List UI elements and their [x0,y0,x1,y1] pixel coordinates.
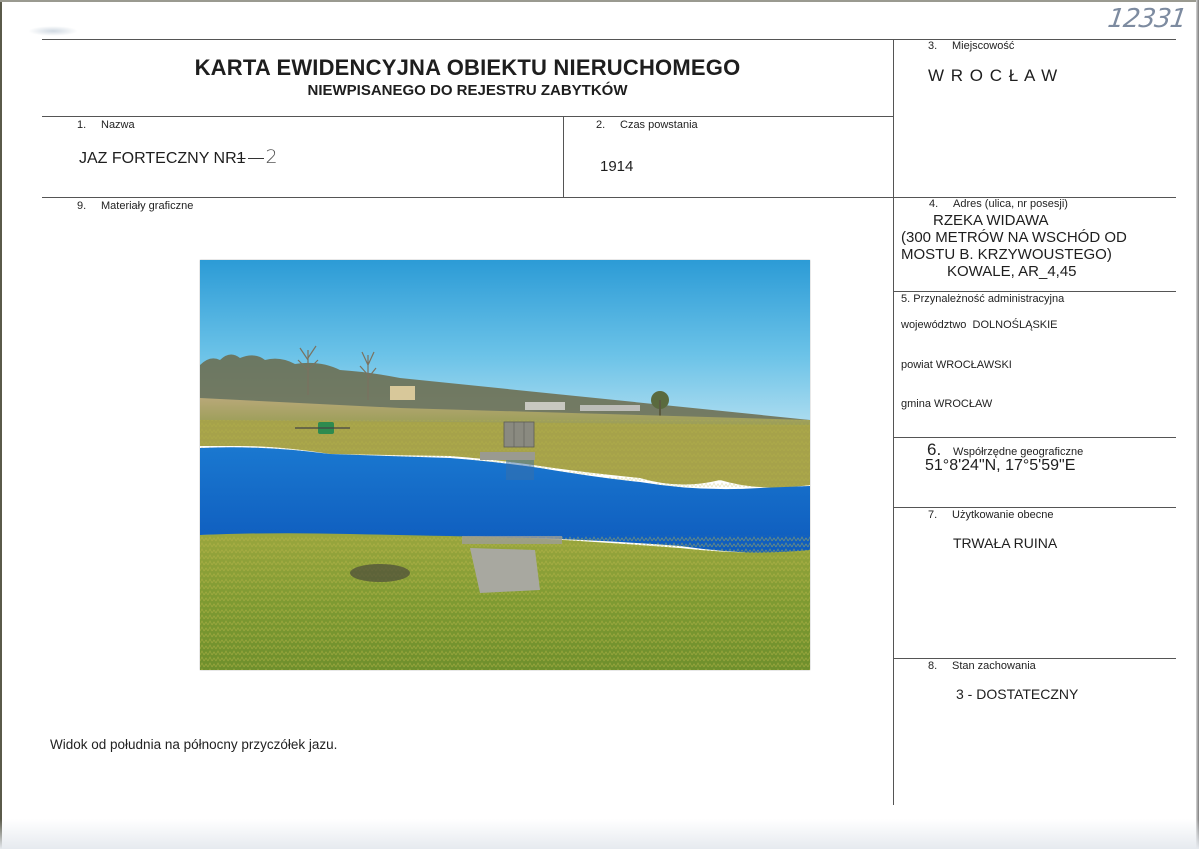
address-line-1: RZEKA WIDAWA [933,212,1049,229]
current-use-value: TRWAŁA RUINA [953,535,1058,551]
rule-under-use [893,658,1176,659]
coordinates-label-text: Współrzędne geograficzne [953,446,1084,458]
administrative-label: 5. Przynależność administracyjna [901,293,1065,305]
county-value: powiat WROCŁAWSKI [901,359,1012,371]
current-use-label-text: Użytkowanie obecne [952,509,1054,521]
name-value-struck: 1 [236,150,246,167]
address-line-3: MOSTU B. KRZYWOUSTEGO) [901,246,1112,263]
rule-under-coordinates [893,507,1176,508]
condition-label [928,660,1036,672]
locality-label-text: Miejscowość [952,40,1015,52]
name-value [79,146,278,168]
address-line-2: (300 METRÓW NA WSCHÓD OD [901,229,1127,246]
page-edge-left [0,0,2,849]
rule-column-divider [893,39,894,805]
scan-smudge [28,26,78,36]
locality-label [928,40,1014,52]
current-use-label-number: 7. [928,509,938,521]
coordinates-value: 51°8'24"N, 17°5'59"E [925,457,1076,474]
rule-name-date-divider [563,116,564,197]
page-edge-top [0,0,1199,2]
coordinates-label-number: 6. [927,440,942,459]
document-title: KARTA EWIDENCYJNA OBIEKTU NIERUCHOMEGO [194,55,741,80]
name-value-strike-dash [248,158,264,159]
voivodeship-value: województwo DOLNOŚLĄSKIE [901,319,1058,331]
address-line-4: KOWALE, AR_4,45 [947,263,1077,280]
photo-river-weir [200,260,810,670]
name-label-number: 1. [77,119,87,131]
condition-label-number: 8. [928,660,938,672]
current-use-label [928,509,1054,521]
date-built-label [596,119,698,131]
address-label [929,198,1068,210]
rule-under-address [893,291,1176,292]
address-label-text: Adres (ulica, nr posesji) [953,198,1068,210]
photo-illustration [200,260,810,670]
graphics-label-number: 9. [77,200,87,212]
locality-label-number: 3. [928,40,938,52]
date-built-label-text: Czas powstania [620,119,698,131]
address-label-number: 4. [929,198,939,210]
locality-value: W R O C Ł A W [928,66,1059,85]
condition-label-text: Stan zachowania [952,660,1036,672]
address-value [895,212,1135,280]
commune-value: gmina WROCŁAW [901,398,993,410]
page-shadow-bottom [0,819,1199,849]
date-built-label-number: 2. [596,119,606,131]
date-built-value: 1914 [600,158,634,175]
name-label [77,119,135,131]
graphics-label-text: Materiały graficzne [101,200,194,212]
condition-value: 3 - DOSTATECZNY [956,686,1079,702]
rule-under-title [42,116,893,117]
document-subtitle: NIEWPISANEGO DO REJESTRU ZABYTKÓW [307,82,628,99]
name-label-text: Nazwa [101,119,135,131]
photo-caption: Widok od południa na północny przyczółek jazu. [50,737,338,752]
rule-under-admin [893,437,1176,438]
name-value-handwritten: 2 [265,146,278,168]
inventory-number: 12331 [1105,4,1188,34]
graphics-label [77,200,193,212]
name-value-typed: JAZ FORTECZNY NR [79,150,237,167]
